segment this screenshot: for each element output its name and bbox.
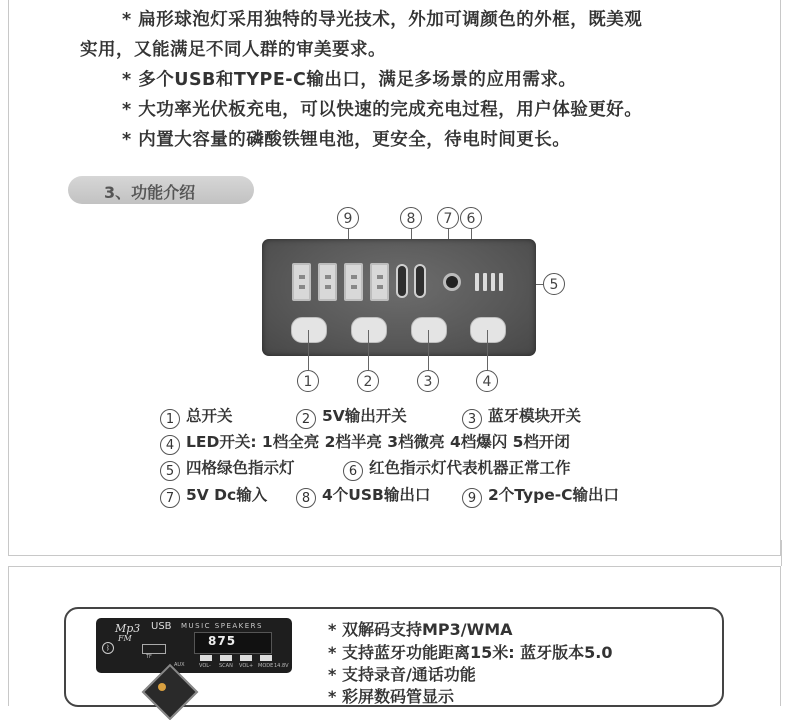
indicator-led-4 xyxy=(499,273,503,291)
intro-line-4: * 大功率光伏板充电，可以快速的完成充电过程，用户体验更好。 xyxy=(122,100,643,120)
legend-item-1: 1 总开关 xyxy=(160,404,233,429)
section-title: 3、功能介绍 xyxy=(104,183,196,202)
aux-label: AUX xyxy=(174,662,185,668)
power-label: 14.8V xyxy=(274,663,289,669)
legend-item-8: 8 4个USB输出口 xyxy=(296,483,430,508)
key-label-scan: SCAN xyxy=(219,663,233,669)
mp3-decoder-board xyxy=(96,618,292,673)
feature-line-2: * 支持蓝牙功能距离15米: 蓝牙版本5.0 xyxy=(328,643,613,662)
intro-line-3: * 多个USB和TYPE-C输出口，满足多场景的应用需求。 xyxy=(122,70,577,90)
callout-1: 1 xyxy=(297,370,319,392)
indicator-led-3 xyxy=(491,273,495,291)
key-label-mode: MODE xyxy=(258,663,274,669)
callout-9: 9 xyxy=(337,207,359,229)
bluetooth-module-button xyxy=(411,317,447,343)
callout-7: 7 xyxy=(437,207,459,229)
main-power-button xyxy=(291,317,327,343)
music-speakers-label: MUSIC SPEAKERS xyxy=(181,622,263,630)
tf-label: TF xyxy=(146,654,152,660)
callout-3: 3 xyxy=(417,370,439,392)
callout-8: 8 xyxy=(400,207,422,229)
leader-line-4 xyxy=(487,330,488,370)
key-mode xyxy=(260,655,272,661)
leader-line-1 xyxy=(308,330,309,370)
usb-port-4 xyxy=(370,263,389,301)
usb-label: USB xyxy=(151,621,172,632)
leader-line-3 xyxy=(428,330,429,370)
feature-line-1: * 双解码支持MP3/WMA xyxy=(328,620,513,639)
key-vol-up xyxy=(240,655,252,661)
legend-item-9: 9 2个Type-C输出口 xyxy=(462,483,619,508)
5v-output-button xyxy=(351,317,387,343)
legend-item-7: 7 5V Dc输入 xyxy=(160,483,267,508)
key-label-vol-down: VOL- xyxy=(199,663,211,669)
callout-6: 6 xyxy=(460,207,482,229)
legend-item-4: 4 LED开关: 1档全亮 2档半亮 3档微亮 4档爆闪 5档开闭 xyxy=(160,430,570,455)
legend-item-2: 2 5V输出开关 xyxy=(296,404,407,429)
usb-port-2 xyxy=(318,263,337,301)
feature-line-4: * 彩屏数码管显示 xyxy=(328,687,454,706)
typec-port-2 xyxy=(414,264,426,298)
feature-line-3: * 支持录音/通话功能 xyxy=(328,665,476,684)
key-scan xyxy=(220,655,232,661)
legend-item-5: 5 四格绿色指示灯 xyxy=(160,456,295,481)
key-vol-down xyxy=(200,655,212,661)
callout-5: 5 xyxy=(543,273,565,295)
device-control-panel xyxy=(262,239,536,356)
led-mode-button xyxy=(470,317,506,343)
callout-2: 2 xyxy=(357,370,379,392)
intro-line-2: 实用，又能满足不同人群的审美要求。 xyxy=(80,40,386,60)
display-digits: 875 xyxy=(208,634,237,648)
panel-divider-mark xyxy=(781,540,790,566)
fm-logo: FM xyxy=(118,634,132,643)
legend-item-3: 3 蓝牙模块开关 xyxy=(462,404,581,429)
indicator-led-2 xyxy=(483,273,487,291)
leader-line-2 xyxy=(368,330,369,370)
intro-line-1: * 扁形球泡灯采用独特的导光技术，外加可调颜色的外框，既美观 xyxy=(122,10,643,30)
tf-card-slot xyxy=(142,644,166,654)
callout-4: 4 xyxy=(476,370,498,392)
legend-item-6: 6 红色指示灯代表机器正常工作 xyxy=(343,456,571,481)
indicator-led-1 xyxy=(475,273,479,291)
usb-port-1 xyxy=(292,263,311,301)
remote-button-dot xyxy=(158,683,166,691)
intro-line-5: * 内置大容量的磷酸铁锂电池，更安全，待电时间更长。 xyxy=(122,130,571,150)
typec-port-1 xyxy=(396,264,408,298)
usb-port-3 xyxy=(344,263,363,301)
section-heading-pill xyxy=(68,176,254,204)
mp3-logo: Mp3 xyxy=(115,622,141,635)
key-label-vol-up: VOL+ xyxy=(239,663,254,669)
dc-input-jack xyxy=(443,273,461,291)
bluetooth-icon: ᛒ xyxy=(102,642,114,654)
